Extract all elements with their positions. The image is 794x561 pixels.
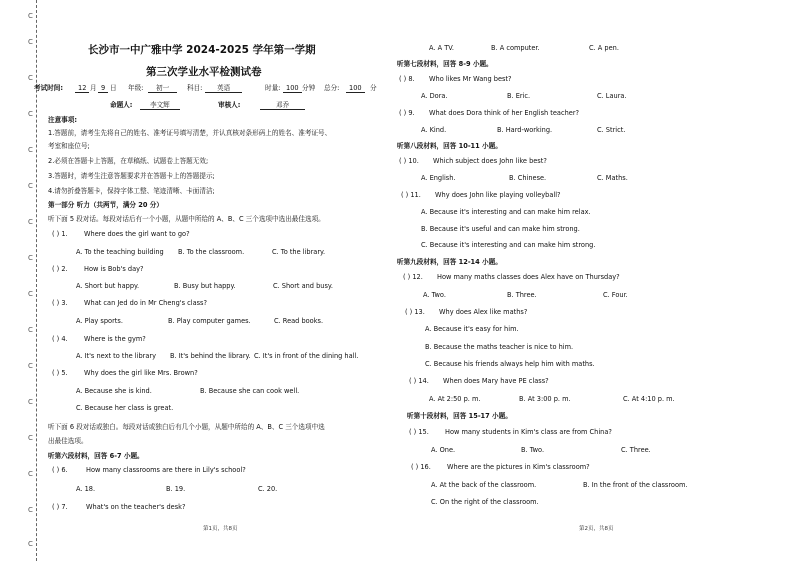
grade-value: 初一 — [148, 85, 177, 93]
option-c: C. Read books. — [274, 317, 324, 325]
option-b: B. Because she can cook well. — [200, 387, 300, 395]
binding-mark: C — [28, 290, 33, 298]
material-heading: 听第九段材料，回答 12-14 小题。 — [397, 258, 502, 266]
binding-mark: C — [28, 218, 33, 226]
option-b: B. Play computer games. — [168, 317, 251, 325]
section-instruction: 听下面 5 段对话。每段对话后有一个小题，从题中所给的 A、B、C 三个选项中选出最佳选项。 — [48, 215, 325, 223]
question-number: ( ) 8. — [399, 75, 415, 83]
question-number: ( ) 7. — [52, 503, 68, 511]
question-stem: How is Bob's day? — [84, 265, 144, 273]
author-value: 李文辉 — [140, 102, 180, 110]
binding-mark: C — [28, 540, 33, 548]
question-number: ( ) 11. — [401, 191, 421, 199]
question-number: ( ) 4. — [52, 335, 68, 343]
question-number: ( ) 16. — [411, 463, 431, 471]
question-number: ( ) 2. — [52, 265, 68, 273]
day-value: 9 — [98, 85, 108, 93]
time-label: 考试时间: — [34, 84, 64, 92]
question-number: ( ) 3. — [52, 299, 68, 307]
material-heading: 听第七段材料，回答 8-9 小题。 — [397, 60, 493, 68]
option-a: A. 18. — [76, 485, 96, 493]
option-b: B. Three. — [507, 291, 537, 299]
question-number: ( ) 9. — [399, 109, 415, 117]
question-stem: Why does the girl like Mrs. Brown? — [84, 369, 198, 377]
option-c: C. To the library. — [272, 248, 326, 256]
duration-value: 100 — [283, 85, 302, 93]
option-b: B. Because it's useful and can make him strong. — [421, 225, 580, 233]
option-a: A. Two. — [423, 291, 446, 299]
page-footer: 第2页，共8页 — [579, 526, 614, 532]
duration-unit: 分钟 — [302, 84, 316, 92]
option-a: A. Dora. — [421, 92, 448, 100]
question-number: ( ) 10. — [399, 157, 419, 165]
notes-heading: 注意事项: — [48, 116, 78, 124]
subject-value: 英语 — [205, 85, 242, 93]
binding-mark: C — [28, 110, 33, 118]
question-number: ( ) 5. — [52, 369, 68, 377]
option-a: A. At 2:50 p. m. — [429, 395, 481, 403]
option-c: C. On the right of the classroom. — [431, 498, 539, 506]
option-a: A. Short but happy. — [76, 282, 140, 290]
option-b: B. To the classroom. — [178, 248, 245, 256]
note-line: 4.请勿折叠答题卡，保持字体工整、笔迹清晰、卡面清洁; — [48, 187, 215, 195]
note-line: 考室和座位号; — [48, 142, 90, 150]
option-c: C. Because her class is great. — [76, 404, 174, 412]
option-c: C. Laura. — [597, 92, 627, 100]
option-a: A. Because it's interesting and can make him relax. — [421, 208, 591, 216]
question-stem: Which subject does John like best? — [433, 157, 547, 165]
question-number: ( ) 12. — [403, 273, 423, 281]
binding-mark: C — [28, 146, 33, 154]
binding-mark: C — [28, 434, 33, 442]
day-unit: 日 — [110, 84, 117, 92]
option-c: C. It's in front of the dining hall. — [254, 352, 359, 360]
option-b: B. At 3:00 p. m. — [519, 395, 571, 403]
option-b: B. Chinese. — [509, 174, 547, 182]
note-line: 2.必须在答题卡上答题，在草稿纸、试题卷上答题无效; — [48, 157, 209, 165]
option-c: C. Because his friends always help him with maths. — [425, 360, 595, 368]
option-c: C. Four. — [603, 291, 628, 299]
binding-mark: C — [28, 398, 33, 406]
reviewer-value: 邓乔 — [260, 102, 305, 110]
material-heading: 听第十段材料，回答 15-17 小题。 — [407, 412, 512, 420]
option-a: A. English. — [421, 174, 456, 182]
score-label: 总分: — [324, 84, 340, 92]
option-a: A. Kind. — [421, 126, 447, 134]
binding-mark: C — [28, 506, 33, 514]
page-footer: 第1页，共8页 — [203, 526, 238, 532]
author-label: 命题人: — [110, 101, 133, 109]
month-value: 12 — [75, 85, 89, 93]
option-a: A. At the back of the classroom. — [431, 481, 537, 489]
option-c: C. A pen. — [589, 44, 619, 52]
note-line: 3.答题时，请考生注意答题要求并在答题卡上的答题提示; — [48, 172, 215, 180]
question-stem: Where is the gym? — [84, 335, 146, 343]
option-c: C. Strict. — [597, 126, 626, 134]
question-stem: How many maths classes does Alex have on Thursday? — [437, 273, 620, 281]
part-heading: 第一部分 听力（共两节，满分 20 分） — [48, 201, 163, 209]
question-stem: Why does Alex like maths? — [439, 308, 528, 316]
section-instruction: 出最佳选项。 — [48, 437, 88, 445]
question-stem: What's on the teacher's desk? — [86, 503, 186, 511]
binding-mark: C — [28, 12, 33, 20]
option-b: B. Hard-working. — [497, 126, 553, 134]
option-c: C. Maths. — [597, 174, 628, 182]
option-a: A. A TV. — [429, 44, 454, 52]
option-c: C. Because it's interesting and can make him strong. — [421, 241, 596, 249]
option-b: B. A computer. — [491, 44, 540, 52]
option-c: C. Short and busy. — [273, 282, 333, 290]
exam-page-2 — [397, 0, 794, 561]
option-b: B. 19. — [166, 485, 186, 493]
score-unit: 分 — [370, 84, 377, 92]
score-value: 100 — [346, 85, 365, 93]
question-number: ( ) 1. — [52, 230, 68, 238]
question-stem: Where does the girl want to go? — [84, 230, 190, 238]
binding-mark: C — [28, 362, 33, 370]
option-a: A. It's next to the library — [76, 352, 157, 360]
binding-mark: C — [28, 254, 33, 262]
option-b: B. Because the maths teacher is nice to him. — [425, 343, 574, 351]
option-b: B. Busy but happy. — [174, 282, 236, 290]
question-stem: How many classrooms are there in Lily's school? — [86, 466, 246, 474]
question-stem: Where are the pictures in Kim's classroom? — [447, 463, 590, 471]
binding-mark: C — [28, 326, 33, 334]
option-a: A. Because it's easy for him. — [425, 325, 519, 333]
option-b: B. Eric. — [507, 92, 531, 100]
question-number: ( ) 15. — [409, 428, 429, 436]
option-a: A. Play sports. — [76, 317, 123, 325]
question-stem: Who likes Mr Wang best? — [429, 75, 512, 83]
question-number: ( ) 13. — [405, 308, 425, 316]
option-a: A. One. — [431, 446, 456, 454]
question-stem: What can Jed do in Mr Cheng's class? — [84, 299, 207, 307]
note-line: 1.答题前，请考生先将自己的姓名、准考证号填写清楚，并认真核对条形码上的姓名、准考证号、 — [48, 129, 332, 137]
option-a: A. Because she is kind. — [76, 387, 152, 395]
option-c: C. Three. — [621, 446, 651, 454]
grade-label: 年级: — [128, 84, 144, 92]
exam-title: 长沙市一中广雅中学 2024-2025 学年第一学期 — [88, 44, 316, 56]
material-heading: 听第八段材料，回答 10-11 小题。 — [397, 142, 502, 150]
subject-label: 科目: — [187, 84, 203, 92]
reviewer-label: 审核人: — [218, 101, 241, 109]
question-stem: When does Mary have PE class? — [443, 377, 549, 385]
binding-mark: C — [28, 74, 33, 82]
option-b: B. In the front of the classroom. — [583, 481, 688, 489]
option-a: A. To the teaching building — [76, 248, 164, 256]
binding-mark: C — [28, 38, 33, 46]
question-number: ( ) 6. — [52, 466, 68, 474]
option-c: C. At 4:10 p. m. — [623, 395, 675, 403]
question-stem: Why does John like playing volleyball? — [435, 191, 561, 199]
option-c: C. 20. — [258, 485, 278, 493]
binding-mark: C — [28, 182, 33, 190]
question-stem: What does Dora think of her English teacher? — [429, 109, 580, 117]
option-b: B. It's behind the library. — [170, 352, 251, 360]
question-number: ( ) 14. — [409, 377, 429, 385]
month-unit: 月 — [90, 84, 97, 92]
question-stem: How many students in Kim's class are from China? — [445, 428, 612, 436]
material-heading: 听第六段材料，回答 6-7 小题。 — [48, 452, 144, 460]
exam-subtitle: 第三次学业水平检测试卷 — [146, 66, 262, 78]
duration-label: 时量: — [265, 84, 281, 92]
section-instruction: 听下面 6 段对话或独白。每段对话或独白后有几个小题，从题中所给的 A、B、C 三个选项中选 — [48, 423, 325, 431]
option-b: B. Two. — [521, 446, 545, 454]
binding-mark: C — [28, 470, 33, 478]
